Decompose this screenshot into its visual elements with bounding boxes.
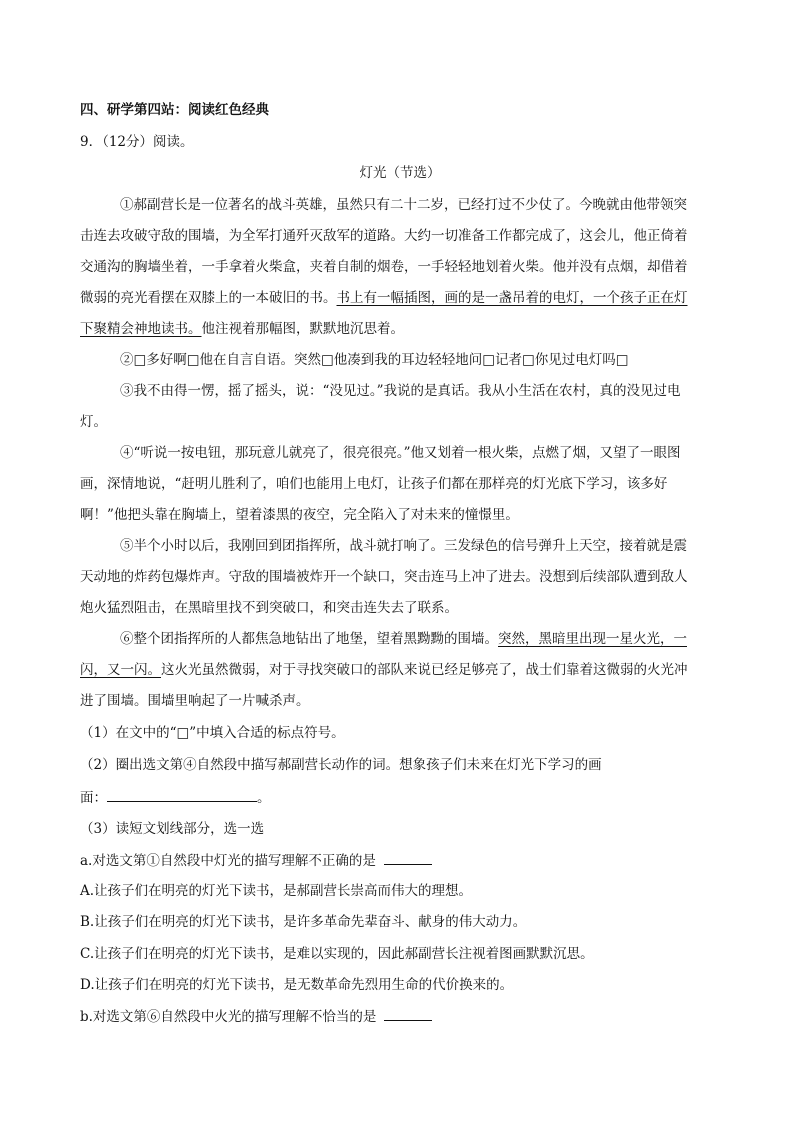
question-b-text: b.对选文第⑥自然段中火光的描写理解不恰当的是: [80, 1009, 377, 1025]
answer-blank-imagination[interactable]: [107, 787, 257, 802]
paragraph-6-line-2: [80, 660, 720, 680]
underlined-lamp-sentence-end: 下聚精会神地读书。: [80, 321, 202, 337]
paragraph-3-line-2: 灯。: [80, 414, 107, 430]
task-1: （1）在文中的“□”中填入合适的标点符号。: [80, 725, 345, 741]
underlined-lamp-sentence: 书上有一幅插图，画的是一盏吊着的电灯，一个孩子正在灯: [336, 290, 688, 306]
article-title: 灯光（节选）: [359, 165, 441, 181]
paragraph-1-line-3: 交通沟的胸墙坐着，一手拿着火柴盒，夹着自制的烟卷，一手轻轻地划着火柴。他并没有点烟，却借着: [80, 259, 688, 275]
question-a-text: a.对选文第①自然段中灯光的描写理解不正确的是: [80, 853, 376, 869]
task-2-line-1: （2）圈出选文第④自然段中描写郝副营长动作的词。想象孩子们未来在灯光下学习的画: [80, 757, 602, 773]
paragraph-5-line-3: 炮火猛烈阻击，在黑暗里找不到突破口，和突击连失去了联系。: [80, 600, 458, 616]
paragraph-1-line-2: 击连去攻破守敌的围墙，为全军打通歼灭敌军的道路。大约一切准备工作都完成了，这会儿，他正倚着: [80, 228, 688, 244]
paragraph-6-line-3: 进了围墙。围墙里响起了一片喊杀声。: [80, 693, 310, 709]
paragraph-5-line-2: 天动地的炸药包爆炸声。守敌的围墙被炸开一个缺口，突击连马上冲了进去。没想到后续部队遭到敌人: [80, 569, 688, 585]
paragraph-6-line-1-text: ⑥整个团指挥所的人都焦急地钻出了地堡，望着黑黝黝的围墙。: [120, 631, 498, 647]
answer-blank-b[interactable]: [384, 1006, 432, 1021]
paragraph-1-line-4-text: 微弱的亮光看摆在双膝上的一本破旧的书。: [80, 290, 337, 306]
paragraph-4-line-3: 啊！”他把头靠在胸墙上，望着漆黑的夜空，完全陷入了对未来的憧憬里。: [80, 507, 519, 523]
section-title: 四、研学第四站：阅读红色经典: [80, 102, 269, 118]
underlined-firelight-sentence-end: 闪，又一闪。: [80, 662, 161, 678]
paragraph-5-line-1: ⑤半个小时以后，我刚回到团指挥所，战斗就打响了。三发绿色的信号弹升上天空，接着就是震: [120, 538, 687, 554]
option-a-D: D.让孩子们在明亮的灯光下读书，是无数革命先烈用生命的代价换来的。: [80, 977, 514, 993]
paragraph-1-line-1: ①郝副营长是一位著名的战斗英雄，虽然只有二十二岁，已经打过不少仗了。今晚就由他带领突: [120, 197, 687, 213]
option-a-A: A.让孩子们在明亮的灯光下读书，是郝副营长崇高而伟大的理想。: [80, 883, 473, 899]
question-a: [80, 850, 720, 871]
option-a-C: C.让孩子们在明亮的灯光下读书，是难以实现的，因此郝副营长注视着图画默默沉思。: [80, 946, 594, 962]
paragraph-2: ②□多好啊□他在自言自语。突然□他凑到我的耳边轻轻地问□记者□你见过电灯吗□: [120, 352, 629, 368]
paragraph-4-line-1: ④“听说一按电钮，那玩意儿就亮了，很亮很亮。”他又划着一根火柴，点燃了烟，又望了一眼图: [120, 445, 681, 461]
task-2-line-2: [80, 787, 720, 808]
option-a-B: B.让孩子们在明亮的灯光下读书，是许多革命先辈奋斗、献身的伟大动力。: [80, 914, 527, 930]
task-2-prefix: 面：: [80, 790, 107, 806]
paragraph-4-line-2: 画，深情地说，“赶明儿胜利了，咱们也能用上电灯，让孩子们都在那样亮的灯光底下学习，该多好: [80, 476, 668, 492]
paragraph-6-line-1: [120, 629, 720, 649]
paragraph-6-line-2-text: 这火光虽然微弱，对于寻找突破口的部队来说已经足够亮了，战士们靠着这微弱的火光冲: [161, 662, 688, 678]
paragraph-1-line-5-text: 他注视着那幅图，默默地沉思着。: [201, 321, 404, 337]
underlined-firelight-sentence: 突然，黑暗里出现一星火光，一: [498, 631, 687, 647]
task-2-end: 。: [257, 790, 271, 806]
answer-blank-a[interactable]: [384, 850, 432, 865]
question-header: 9．（12分）阅读。: [80, 134, 194, 150]
task-3: （3）读短文划线部分，选一选: [80, 821, 265, 837]
paragraph-3-line-1: ③我不由得一愣，摇了摇头，说：“没见过。”我说的是真话。我从小生活在农村，真的没见过电: [120, 383, 681, 399]
paragraph-1-line-5: [80, 319, 720, 339]
paragraph-1-line-4: [80, 288, 720, 308]
question-b: [80, 1006, 720, 1027]
